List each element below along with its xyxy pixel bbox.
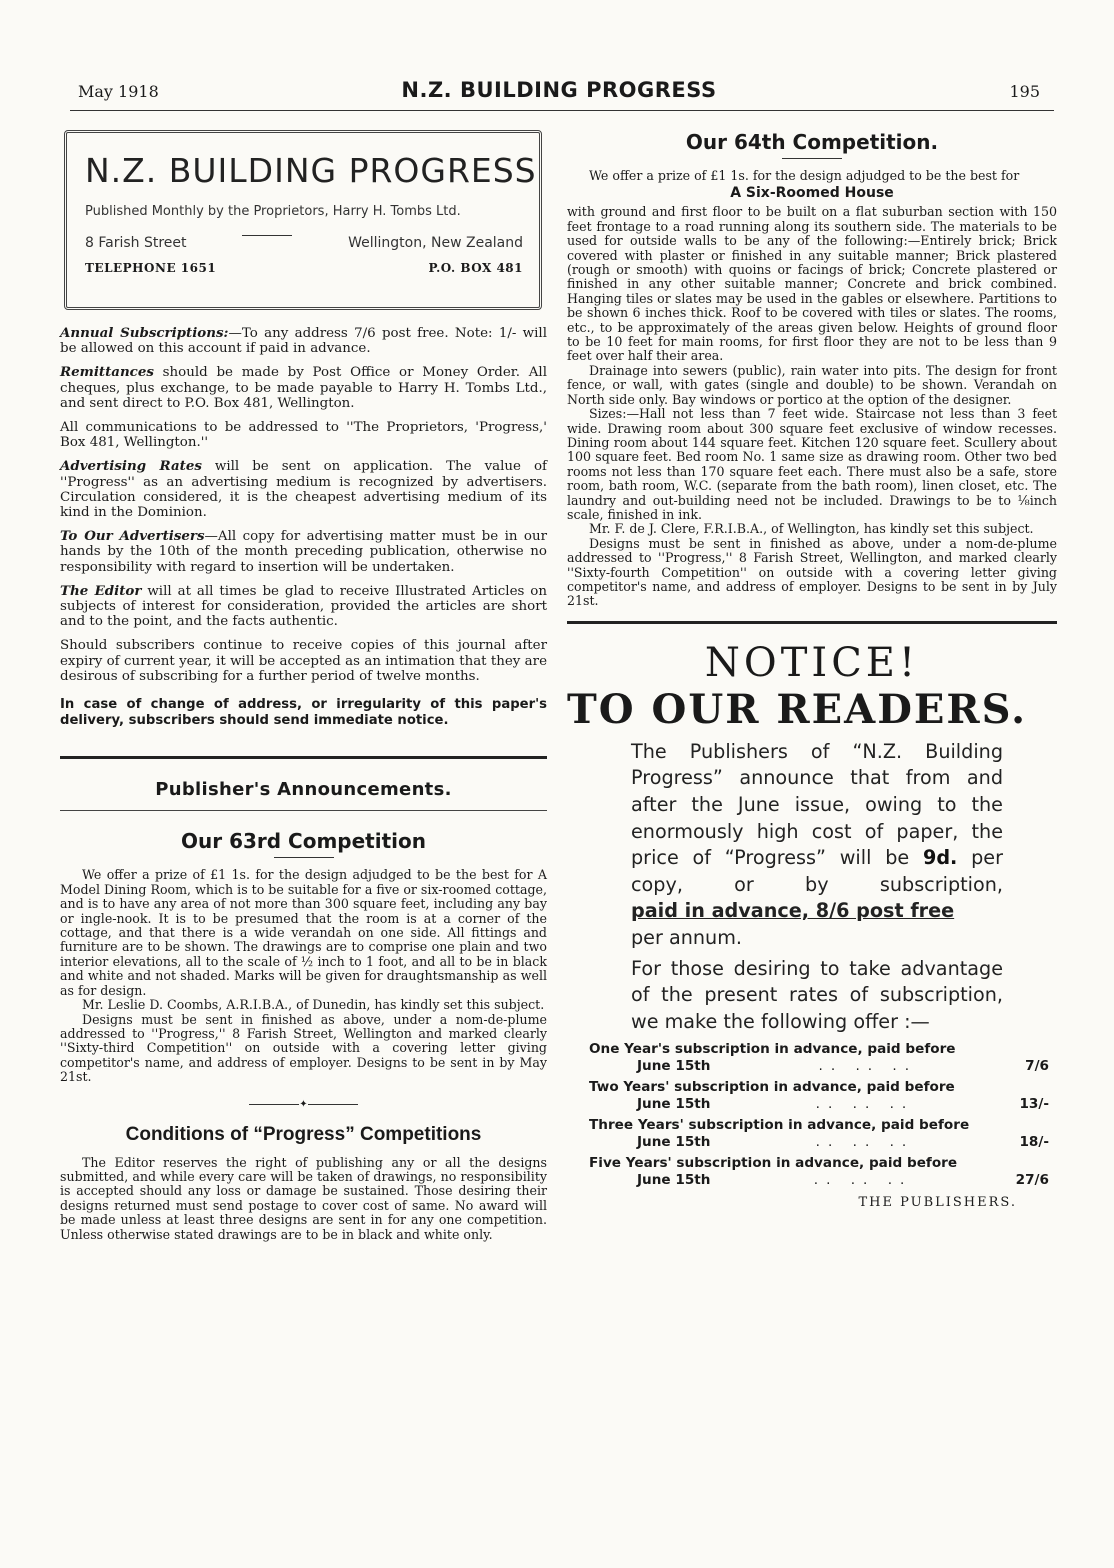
header-rule [70,110,1054,111]
page-header [78,78,1040,106]
comp64-paragraph-1: with ground and first floor to be built on a flat suburban section with 150 feet frontage to a road running along its southern side. The materials to be used for outside walls to be any of the following:—Entirely brick; Brick covered with plaster or finished in any suitable manner; Brick plastered (rough or smooth) with quoins or facings of brick; Concrete plastered or finished in any other suitable manner; Concrete and brick combined. Hanging tiles or slates may be used in the gables or elsewhere. Partitions to be shown 6 inches thick. Roof to be covered with tiles or slates. The rooms, etc., to be approximately of the areas given below. Heights of ground floor to be 10 feet for main rooms, for first floor they are not to be less than 9 feet over half their area. [567,204,1057,364]
issue-date: May 1918 [78,82,159,101]
comp63-paragraph-3: Designs must be sent in finished as above, under a nom-de-plume addressed to ''Progress,'' 8 Farish Street, Wellington and marked clearly ''Sixty-third Competition'' on outside with a covering letter giving competitor's name, and address of employer. Designs to be sent in by May 21st. [60,1011,547,1085]
notice-body: The Publishers of “N.Z. Building Progress” announce that from and after the June issue, owing to the enormously high cost of paper, the price of “Progress” will be 9d. per copy, or by subscription, paid in advance, 8/6 post free per annum. For those desiring to take advantage of the present rates of subscription, we make the following offer :— [631,739,1003,1033]
notice-paid-in-advance: paid in advance, 8/6 post free [631,899,955,923]
comp63-paragraph-2: Mr. Leslie D. Coombs, A.R.I.B.A., of Dunedin, has kindly set this subject. [82,997,545,1013]
offer-item: Two Years' subscription in advance, paid before June 15th .. .. .. 13/- [589,1079,1049,1113]
masthead-title: N.Z. BUILDING PROGRESS [85,151,537,190]
notice-subtitle: TO OUR READERS. [567,685,1027,733]
masthead-telephone: TELEPHONE 1651 [85,261,217,275]
notice-rule [567,621,1057,624]
offer-price: 27/6 [1015,1172,1049,1189]
comp63-rule [274,857,334,858]
page-number: 195 [1009,82,1040,101]
running-title: N.Z. BUILDING PROGRESS [401,78,717,102]
left-column [60,130,547,1242]
announcements-heading: Publisher's Announcements. [155,779,452,801]
advertising-paragraph: Advertising Rates will be sent on application. The value of ''Progress'' as an advertising medium is recognized by advertisers. Circulation considered, it is the cheapest advertising medium of its kind in the Dominion. [60,458,547,521]
masthead-publisher: Published Monthly by the Proprietors, Harry H. Tombs Ltd. [85,204,461,219]
remittances-paragraph: Remittances should be made by Post Office or Money Order. All cheques, plus exchange, to be made payable to Harry H. Tombs Ltd., and sent direct to P.O. Box 481, Wellington. [60,364,547,411]
comp64-intro: We offer a prize of £1 1s. for the design adjudged to be the best for [589,168,1020,183]
masthead-po-box: P.O. BOX 481 [428,261,523,275]
offer-item: Five Years' subscription in advance, paid before June 15th .. .. .. 27/6 [589,1155,1049,1189]
conditions-heading: Conditions of “Progress” Competitions [125,1123,482,1145]
ornament-divider: ✦ [60,1099,547,1110]
comp64-subheading: A Six-Roomed House [730,185,894,202]
comp64-paragraph-5: Designs must be sent in finished as above, under a nom-de-plume addressed to ''Progress,'' 8 Farish Street, Wellington, and marked clearly ''Sixty-fourth Competition'' on outside with a covering letter giving competitor's name, and address of employer. Designs to be sent in by July 21st. [567,535,1057,609]
offer-item: Three Years' subscription in advance, paid before June 15th .. .. .. 18/- [589,1117,1049,1151]
masthead-dash [242,235,292,251]
notice-title: NOTICE! [704,639,920,686]
comp64-heading: Our 64th Competition. [685,130,939,154]
editor-paragraph: The Editor will at all times be glad to receive Illustrated Articles on subjects of interest for consideration, provided the articles are short and to the point, and the facts authentic. [60,582,547,630]
conditions-paragraph: The Editor reserves the right of publishing any or all the designs submitted, and while every care will be taken of drawings, no responsibility is accepted should any loss or damage be sustained. Those desiring their designs returned must send postage to cover cost of same. No award will be made unless at least three designs are sent in for any one competition. Unless otherwise stated drawings are to be in black and white only. [60,1154,547,1242]
address-change-paragraph: In case of change of address, or irregularity of this paper's delivery, subscribers should send immediate notice. [60,697,547,729]
offer-price: 18/- [1019,1134,1049,1151]
masthead-contacts [85,261,523,275]
right-column [567,130,1057,1210]
masthead-city: Wellington, New Zealand [348,235,523,251]
offer-price: 13/- [1019,1096,1049,1113]
renewal-paragraph: Should subscribers continue to receive copies of this journal after expiry of current year, it will be accepted as an intimation that they are desirous of subscribing for a further period of twelve months. [60,638,547,684]
publishers-signoff: THE PUBLISHERS. [858,1195,1017,1211]
comp63-heading: Our 63rd Competition [181,829,426,854]
comp64-paragraph-3: Sizes:—Hall not less than 7 feet wide. Staircase not less than 3 feet wide. Drawing room about 300 square feet exclusive of window recesses. Dining room about 144 square feet. Kitchen 120 square feet. Scullery about 100 square feet. Bed room No. 1 same size as drawing room. Other two bed rooms not less than 170 square feet each. There must also be a safe, store room, bath room, W.C. (separate from the bath room), linen closet, etc. The laundry and out-building need not be included. Drawings to be to ⅛inch scale, finished in ink. [567,406,1057,522]
comp64-paragraph-4: Mr. F. de J. Clere, F.R.I.B.A., of Wellington, has kindly set this subject. [589,521,1034,537]
masthead-address [85,235,523,251]
offer-price: 7/6 [1025,1058,1049,1075]
communications-paragraph: All communications to be addressed to ''The Proprietors, 'Progress,' Box 481, Wellington.'' [60,420,547,451]
offer-list [589,1041,1049,1189]
comp63-paragraph-1: We offer a prize of £1 1s. for the design adjudged to be the best for A Model Dining Room, which is to be suitable for a five or six-roomed cottage, and is to have any area of not more than 300 square feet, including any bay or ingle-nook. It is to be presumed that the room is at a corner of the cottage, and that there is a wide verandah on one side. All fittings and furniture are to be shown. The drawings are to comprise one plain and two interior elevations, all to the scale of ½ inch to 1 foot, and all to be in black and white and not shaded. Marks will be given for draughtsmanship as well as for design. [60,867,547,998]
advertisers-paragraph: To Our Advertisers—All copy for advertising matter must be in our hands by the 10th of the month preceding publication, otherwise no responsibility with regard to insertion will be undertaken. [60,528,548,575]
offer-item: One Year's subscription in advance, paid before June 15th .. .. .. 7/6 [589,1041,1049,1075]
subscriptions-paragraph: Annual Subscriptions:—To any address 7/6 post free. Note: 1/- will be allowed on this account if paid in advance. [60,325,547,357]
masthead-box [64,130,542,310]
comp64-paragraph-2: Drainage into sewers (public), rain water into pits. The design for front fence, or wall, with gates (single and double) to be shown. Verandah on North side only. Bay windows or portico at the option of the designer. [567,362,1057,407]
notice-price: 9d. [922,846,958,870]
masthead-street: 8 Farish Street [85,235,187,251]
comp64-rule [782,158,842,159]
